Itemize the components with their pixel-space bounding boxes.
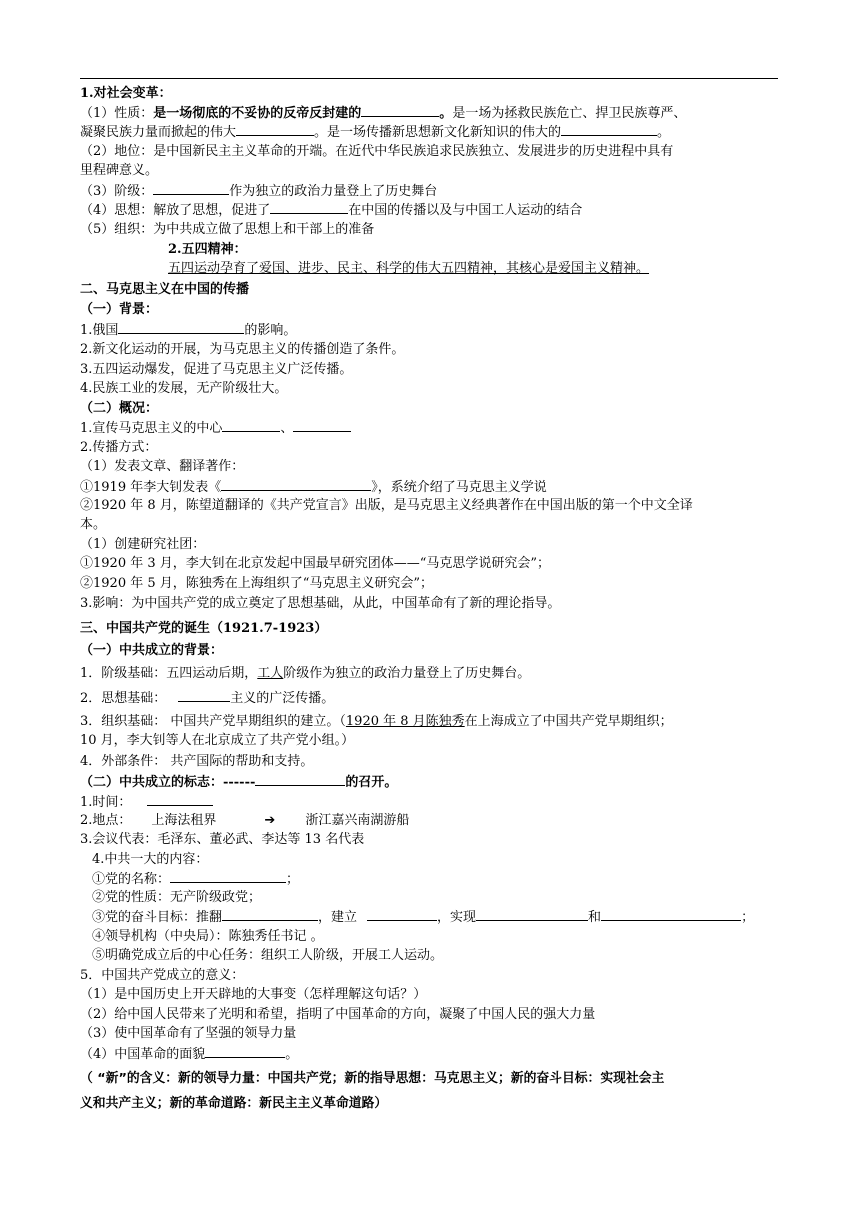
founding-org-basis-2: 10 月，李大钊等人在北京成立了共产党小组。） xyxy=(80,733,355,748)
blank-field xyxy=(205,1044,285,1058)
blank-field xyxy=(601,907,741,921)
founding-class-basis: 1．阶级基础：五四运动后期，工人阶级作为独立的政治力量登上了历史舞台。 xyxy=(80,666,531,681)
significance-3: （3）使中国革命有了坚强的领导力量 xyxy=(80,1026,297,1041)
overview-society-shanghai: ②1920 年 5 月，陈独秀在上海组织了“马克思主义研究会”； xyxy=(80,576,434,591)
class-line: （3）阶级： 作为独立的政治力量登上了历史舞台 xyxy=(80,181,437,200)
overview-methods: 2.传播方式： xyxy=(80,440,158,455)
blank-field xyxy=(170,869,286,883)
overview-manifesto-1: ②1920 年 8 月，陈望道翻译的《共产党宣言》出版，是马克思主义经典著作在中国出版的第一个中文全译 xyxy=(80,498,693,513)
nature-line-2: 凝聚民族力量而掀起的伟大 。是一场传播新思想新文化新知识的伟大的 。 xyxy=(80,122,670,141)
significance-title: 5．中国共产党成立的意义： xyxy=(80,968,245,983)
significance-4: （4）中国革命的面貌 。 xyxy=(80,1044,298,1063)
header-rule xyxy=(80,78,778,79)
arrow-right-icon: ➔ xyxy=(264,813,276,828)
overview-li-dazhao-article: ①1919 年李大钊发表《 》，系统介绍了马克思主义学说 xyxy=(80,477,547,496)
blank-field xyxy=(178,688,230,702)
content-party-nature: ②党的性质：无产阶级政党； xyxy=(92,890,262,905)
section-title-may-fourth-spirit: 2.五四精神： xyxy=(168,242,247,257)
blank-field xyxy=(255,772,345,786)
new-meaning-note-1: （ “新”的含义：新的领导力量：中国共产党；新的指导思想：马克思主义；新的奋斗目标：实现社会主 xyxy=(80,1071,665,1086)
subheading-overview: （二）概况： xyxy=(80,401,159,416)
organization-line: （5）组织：为中共成立做了思想上和干部上的准备 xyxy=(80,222,375,237)
blank-field xyxy=(361,103,439,117)
blank-field xyxy=(476,907,588,921)
blank-field xyxy=(153,181,229,195)
background-item-1: 1.俄国 的影响。 xyxy=(80,320,296,339)
blank-field xyxy=(270,200,348,214)
overview-manifesto-2: 本。 xyxy=(80,517,107,532)
significance-2: （2）给中国人民带来了光明和希望，指明了中国革命的方向，凝聚了中国人民的强大力量 xyxy=(80,1007,596,1022)
thought-line: （4）思想：解放了思想，促进了 在中国的传播以及与中国工人运动的结合 xyxy=(80,200,582,219)
blank-field xyxy=(367,907,437,921)
meeting-content-title: 4.中共一大的内容： xyxy=(92,852,209,867)
subheading-founding-mark: （二）中共成立的标志：------ 的召开。 xyxy=(80,772,397,791)
blank-field xyxy=(147,792,213,806)
content-leadership: ④领导机构（中央局）：陈独秀任书记 。 xyxy=(92,929,324,944)
may-fourth-spirit-text: 五四运动孕育了爱国、进步、民主、科学的伟大五四精神，其核心是爱国主义精神。 xyxy=(168,261,650,276)
meeting-time: 1.时间： xyxy=(80,792,213,811)
founding-external: 4．外部条件： 共产国际的帮助和支持。 xyxy=(80,754,314,769)
heading-cpc-founding: 三、中国共产党的诞生（1921.7-1923） xyxy=(80,621,328,636)
blank-field xyxy=(561,122,657,136)
overview-society-beijing: ①1920 年 3 月，李大钊在北京发起中国最早研究团体——“马克思学说研究会”； xyxy=(80,556,551,571)
background-item-2: 2.新文化运动的开展，为马克思主义的传播创造了条件。 xyxy=(80,342,405,357)
founding-org-basis: 3．组织基础： 中国共产党早期组织的建立。（1920 年 8 月陈独秀在上海成立了中国共产党早期组织； xyxy=(80,714,673,729)
nature-line-1: （1）性质：是一场彻底的不妥协的反帝反封建的 。是一场为拯救民族危亡、捍卫民族尊严、 xyxy=(80,103,686,122)
blank-field xyxy=(118,320,244,334)
subheading-background: （一）背景： xyxy=(80,302,159,317)
overview-articles: （1）发表文章、翻译著作： xyxy=(80,459,245,474)
background-item-4: 4.民族工业的发展，无产阶级壮大。 xyxy=(80,381,288,396)
overview-societies: （1）创建研究社团： xyxy=(80,537,206,552)
status-line-2: 里程碑意义。 xyxy=(80,163,159,178)
blank-field xyxy=(293,418,351,432)
content-party-goals: ③党的奋斗目标：推翻 ，建立 ，实现 和 ； xyxy=(92,907,754,926)
significance-1: （1）是中国历史上开天辟地的大事变（怎样理解这句话？） xyxy=(80,987,427,1002)
overview-center: 1.宣传马克思主义的中心 、 xyxy=(80,418,351,437)
blank-field xyxy=(221,477,371,491)
background-item-3: 3.五四运动爆发，促进了马克思主义广泛传播。 xyxy=(80,362,353,377)
content-central-task: ⑤明确党成立后的中心任务：组织工人阶级，开展工人运动。 xyxy=(92,948,444,963)
blank-field xyxy=(236,122,314,136)
subheading-founding-background: （一）中共成立的背景： xyxy=(80,643,224,658)
section-title-social-change: 1.对社会变革： xyxy=(80,86,172,101)
founding-thought-basis: 2．思想基础： 主义的广泛传播。 xyxy=(80,688,334,707)
overview-influence: 3.影响：为中国共产党的成立奠定了思想基础，从此，中国革命有了新的理论指导。 xyxy=(80,596,561,611)
new-meaning-note-2: 义和共产主义；新的革命道路：新民主主义革命道路） xyxy=(80,1096,388,1111)
blank-field xyxy=(222,907,318,921)
meeting-location: 2.地点： 上海法租界 ➔ 浙江嘉兴南湖游船 xyxy=(80,813,410,828)
status-line-1: （2）地位：是中国新民主主义革命的开端。在近代中华民族追求民族独立、发展进步的历史进程中具有 xyxy=(80,144,674,159)
meeting-delegates: 3.会议代表：毛泽东、董必武、李达等 13 名代表 xyxy=(80,832,365,847)
content-party-name: ①党的名称： ； xyxy=(92,869,299,888)
blank-field xyxy=(222,418,280,432)
heading-marxism-spread: 二、马克思主义在中国的传播 xyxy=(80,282,250,297)
